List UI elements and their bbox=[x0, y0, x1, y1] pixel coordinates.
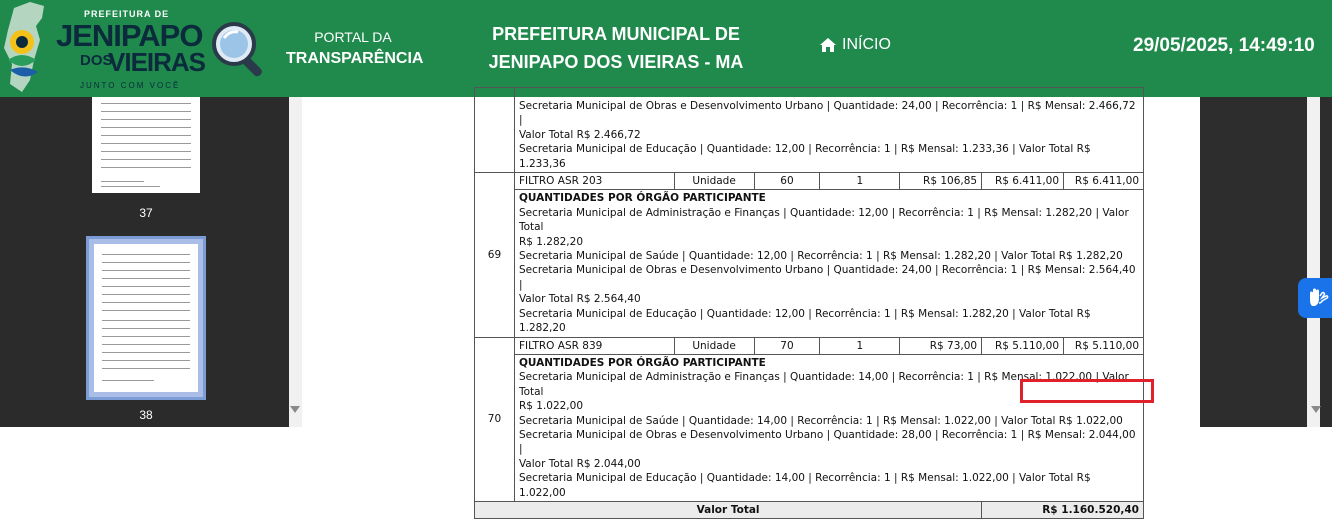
municipal-logo[interactable] bbox=[0, 0, 206, 97]
viewer-scrollbar[interactable] bbox=[1307, 97, 1320, 427]
accessibility-widget-button[interactable] bbox=[1298, 278, 1332, 318]
home-link[interactable] bbox=[820, 36, 891, 54]
current-datetime: 29/05/2025, 14:49:10 bbox=[1133, 35, 1315, 56]
thumbnail-page-37[interactable] bbox=[92, 97, 200, 193]
document-viewer[interactable] bbox=[302, 97, 1332, 516]
item-number: 70 bbox=[475, 337, 515, 501]
item-subtotal: R$ 6.411,00 bbox=[982, 173, 1064, 190]
item-price: R$ 106,85 bbox=[900, 173, 982, 190]
item-total: R$ 5.110,00 bbox=[1064, 337, 1144, 354]
map-outline-icon bbox=[0, 0, 60, 97]
logo-main-text: JENIPAPO bbox=[56, 18, 203, 53]
logo-slogan: JUNTO COM VOCÊ bbox=[80, 81, 181, 90]
sign-language-hands-icon bbox=[1306, 286, 1330, 310]
home-icon bbox=[820, 38, 836, 52]
item-quantity: 70 bbox=[754, 337, 820, 354]
item-price: R$ 73,00 bbox=[900, 337, 982, 354]
logo-top-text: PREFEITURA DE bbox=[84, 9, 170, 19]
item-unit: Unidade bbox=[674, 337, 754, 354]
table-row bbox=[475, 173, 1144, 190]
highlight-box bbox=[1020, 379, 1154, 403]
thumbnail-label: 37 bbox=[139, 206, 153, 220]
item-name: FILTRO ASR 839 bbox=[514, 337, 674, 354]
grand-total-value: R$ 1.160.520,40 bbox=[982, 501, 1144, 518]
table-row bbox=[475, 88, 1144, 173]
item-allocations: QUANTIDADES POR ÓRGÃO PARTICIPANTE Secretaria Municipal de Administração e Finanças | Quantidade: 14,00 | Recorrência: 1 | R$ Mensal: 1.022,00 | Valor Total R$ 1.022,00 Secretaria Municipal de Saúde | Quantidade: 14,00 | Recorrência: 1 | R$ Mensal: 1.022,00 | Valor Total R$ 1.022,00 Secretaria Municipal de Obras e Desenvolvimento Urbano | Quantidade: 28,00 | Recorrência: 1 | R$ Mensal: 2.044,00 | Valor Total R$ 2.044,00 Secretaria Municipal de Educação | Quantidade: 14,00 | Recorrência: 1 | R$ Mensal: 1.022,00 | Valor Total R$ 1.022,00 bbox=[514, 354, 1143, 501]
table-row bbox=[475, 354, 1144, 501]
portal-line-2: TRANSPARÊNCIA bbox=[286, 50, 424, 67]
item-unit: Unidade bbox=[674, 173, 754, 190]
portal-line-1: PORTAL DA bbox=[314, 29, 392, 45]
item-recurrence: 1 bbox=[820, 337, 900, 354]
logo-vieiras-text: VIEIRAS bbox=[108, 47, 206, 77]
items-table bbox=[474, 87, 1144, 519]
home-label: INÍCIO bbox=[842, 36, 891, 53]
item-quantity: 60 bbox=[754, 173, 820, 190]
previous-item-allocations: Secretaria Municipal de Obras e Desenvolvimento Urbano | Quantidade: 24,00 | Recorrência: 1 | R$ Mensal: 2.466,72 | Valor Total R$ 2.466,72 Secretaria Municipal de Educação | Quantidade: 12,00 | Recorrência: 1 | R$ Mensal: 1.233,36 | Valor Total R$ 1.233,36 bbox=[514, 88, 1143, 173]
table-row bbox=[475, 190, 1144, 337]
title-line-2: JENIPAPO DOS VIEIRAS - MA bbox=[488, 52, 744, 72]
document-page bbox=[302, 97, 1200, 516]
scroll-down-arrow-icon[interactable] bbox=[1311, 406, 1321, 413]
item-recurrence: 1 bbox=[820, 173, 900, 190]
item-allocations: QUANTIDADES POR ÓRGÃO PARTICIPANTE Secretaria Municipal de Administração e Finanças | Quantidade: 12,00 | Recorrência: 1 | R$ Mensal: 1.282,20 | Valor Total R$ 1.282,20 Secretaria Municipal de Saúde | Quantidade: 12,00 | Recorrência: 1 | R$ Mensal: 1.282,20 | Valor Total R$ 1.282,20 Secretaria Municipal de Obras e Desenvolvimento Urbano | Quantidade: 24,00 | Recorrência: 1 | R$ Mensal: 2.564,40 | Valor Total R$ 2.564,40 Secretaria Municipal de Educação | Quantidade: 12,00 | Recorrência: 1 | R$ Mensal: 1.282,20 | Valor Total R$ 1.282,20 bbox=[514, 190, 1143, 337]
page-title bbox=[478, 20, 754, 76]
portal-transparencia-link[interactable] bbox=[286, 27, 424, 69]
thumbnail-sidebar[interactable] bbox=[0, 97, 302, 427]
title-line-1: PREFEITURA MUNICIPAL DE bbox=[492, 24, 740, 44]
item-number: 69 bbox=[475, 173, 515, 337]
item-subtotal: R$ 5.110,00 bbox=[982, 337, 1064, 354]
grand-total-label: Valor Total bbox=[475, 501, 982, 518]
item-total: R$ 6.411,00 bbox=[1064, 173, 1144, 190]
grand-total-row bbox=[475, 501, 1144, 518]
thumbnail-page-38-selected[interactable] bbox=[86, 236, 206, 400]
item-name: FILTRO ASR 203 bbox=[514, 173, 674, 190]
table-row bbox=[475, 337, 1144, 354]
logo-dos-text: DOS bbox=[80, 52, 113, 69]
site-header bbox=[0, 0, 1332, 97]
magnifier-icon bbox=[210, 20, 270, 80]
sidebar-scrollbar[interactable] bbox=[289, 97, 302, 427]
scroll-down-arrow-icon[interactable] bbox=[290, 406, 300, 413]
thumbnail-label: 38 bbox=[139, 408, 153, 422]
